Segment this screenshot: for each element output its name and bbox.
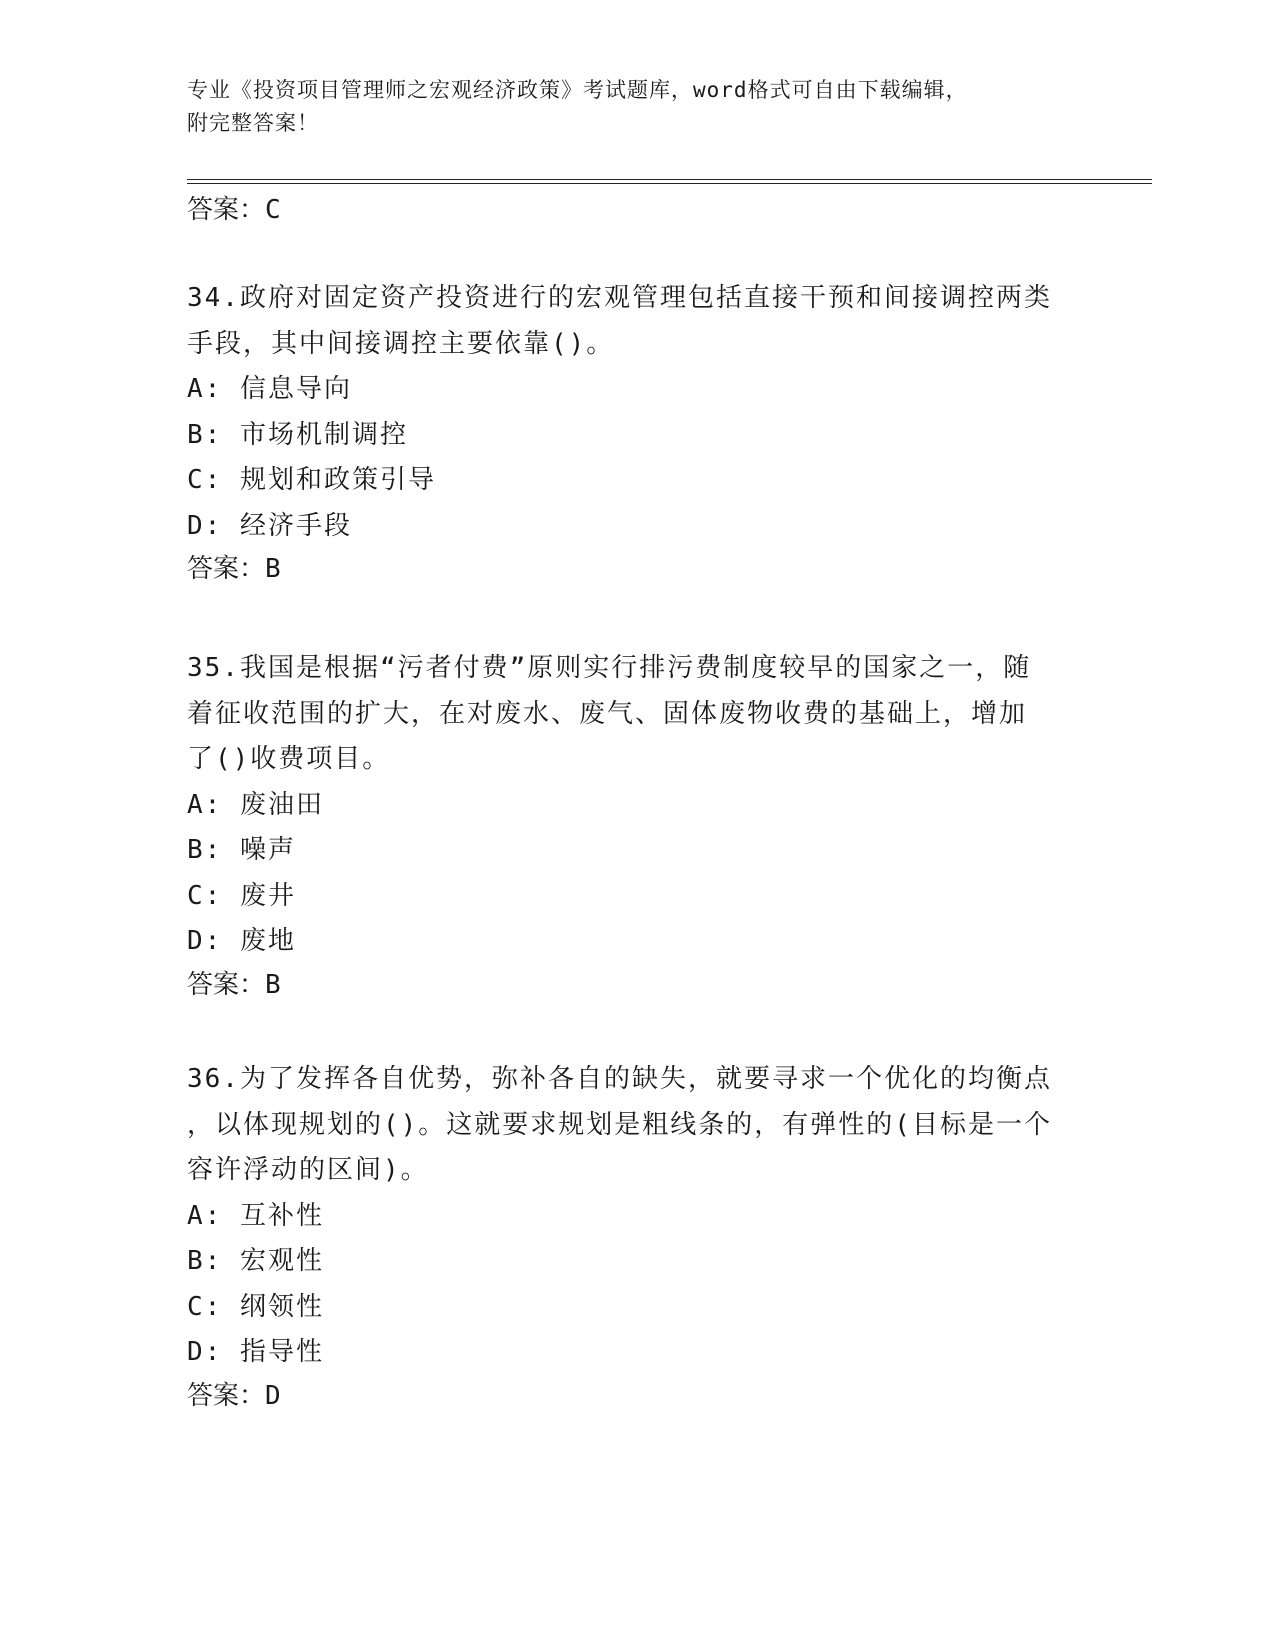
option-a: A: 互补性 — [187, 1200, 324, 1231]
answer-value: D — [265, 1380, 281, 1411]
question-stem — [187, 1057, 1077, 1194]
option-a: A: 废油田 — [187, 789, 324, 820]
option-b: B: 市场机制调控 — [187, 419, 408, 450]
answer-value: C — [265, 195, 281, 225]
stem-line: 手段，其中间接调控主要依靠()。 — [187, 328, 615, 359]
stem-line: 34.政府对固定资产投资进行的宏观管理包括直接干预和间接调控两类 — [187, 283, 1052, 313]
option-c: C: 纲领性 — [187, 1291, 324, 1322]
question-answer — [187, 1376, 1077, 1416]
question-stem — [187, 276, 1077, 367]
stem-line: 35.我国是根据“污者付费”原则实行排污费制度较早的国家之一，随 — [187, 653, 1032, 683]
stem-line: 容许浮动的区间)。 — [187, 1155, 429, 1185]
stem-line: 36.为了发挥各自优势，弥补各自的缺失，就要寻求一个优化的均衡点 — [187, 1064, 1052, 1094]
stem-line: 着征收范围的扩大，在对废水、废气、固体废物收费的基础上，增加 — [187, 698, 1028, 729]
option-d: D: 废地 — [187, 926, 296, 956]
question-answer — [187, 549, 1077, 589]
option-c: C: 规划和政策引导 — [187, 465, 436, 495]
option-b: B: 噪声 — [187, 835, 296, 865]
answer-label: 答案： — [187, 554, 266, 584]
question-answer — [187, 965, 1077, 1005]
header-line-2: 附完整答案！ — [187, 111, 319, 135]
option-a: A: 信息导向 — [187, 374, 352, 404]
option-d: D: 经济手段 — [187, 510, 352, 541]
question-stem — [187, 646, 1077, 783]
option-c: C: 废井 — [187, 880, 296, 911]
option-list — [187, 367, 1077, 549]
question-36 — [187, 1057, 1077, 1416]
header-divider-bottom — [187, 183, 1152, 184]
answer-label: 答案： — [187, 1380, 266, 1411]
answer-label: 答案： — [187, 195, 266, 225]
stem-line: ，以体现规划的()。这就要求规划是粗线条的，有弹性的(目标是一个 — [187, 1109, 1052, 1140]
option-d: D: 指导性 — [187, 1337, 324, 1367]
answer-label: 答案： — [187, 969, 266, 1000]
stem-line: 了()收费项目。 — [187, 744, 391, 774]
option-list — [187, 1194, 1077, 1376]
header-divider-top — [187, 179, 1152, 180]
question-35 — [187, 646, 1077, 1005]
option-b: B: 宏观性 — [187, 1246, 324, 1276]
header-line-1: 专业《投资项目管理师之宏观经济政策》考试题库，word格式可自由下载编辑， — [187, 78, 968, 102]
document-header — [187, 74, 1087, 140]
previous-answer — [187, 193, 281, 227]
question-34 — [187, 276, 1077, 589]
answer-value: B — [265, 969, 281, 1000]
answer-value: B — [265, 554, 281, 584]
option-list — [187, 783, 1077, 965]
